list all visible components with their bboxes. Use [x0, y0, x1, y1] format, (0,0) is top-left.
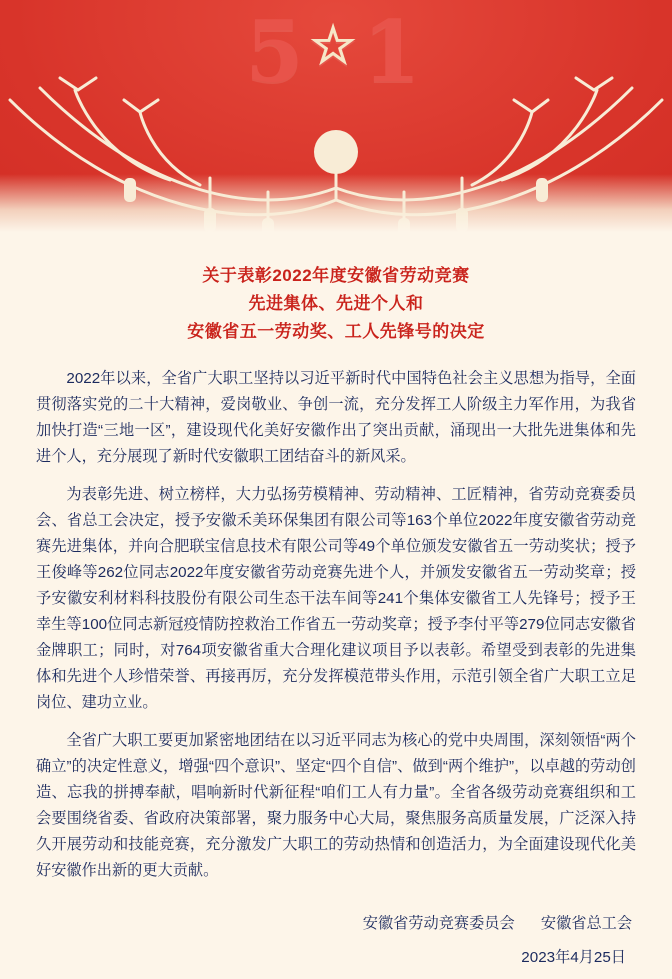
number-one: 1: [362, 2, 427, 101]
festive-header-banner: [0, 0, 672, 232]
signature-organizations: [36, 910, 632, 938]
paragraph-3: 全省广大职工要更加紧密地团结在以习近平同志为核心的党中央周围，深刻领悟“两个确立”的决定性意义，增强“四个意识”、坚定“四个自信”、做到“两个维护”，以卓越的劳动创造、忘我的拼搏奉献，唱响新时代新征程“咱们工人有力量”。全省各级劳动竞赛组织和工会要围绕省委、省政府决策部署，聚力服务中心大局，聚焦服务高质量发展，广泛深入持久开展劳动和技能竞赛，充分激发广大职工的劳动热情和创造活力，为全面建设现代化美好安徽作出新的更大贡献。: [36, 732, 636, 879]
document-title: [36, 262, 636, 346]
title-line-3: 安徽省五一劳动奖、工人先锋号的决定: [187, 322, 485, 341]
signature-org-right: 安徽省总工会: [540, 915, 632, 932]
title-line-2: 先进集体、先进个人和: [248, 294, 424, 313]
signature-block: [36, 910, 636, 972]
signature-date: 2023年4月25日: [521, 949, 626, 966]
title-line-1: 关于表彰2022年度安徽省劳动竞赛: [202, 266, 470, 285]
paragraph-2: 为表彰先进、树立榜样，大力弘扬劳模精神、劳动精神、工匠精神，省劳动竞赛委员会、省总工会决定，授予安徽禾美环保集团有限公司等163个单位2022年度安徽省劳动竞赛先进集体，并向合肥联宝信息技术有限公司等49个单位颁发安徽省五一劳动奖状；授予王俊峰等262位同志2022年度安徽省劳动竞赛先进个人，并颁发安徽省五一劳动奖章；授予安徽安利材料科技股份有限公司生态干法车间等241个集体安徽省工人先锋号；授予王幸生等100位同志新冠疫情防控救治工作省五一劳动奖章；授予李付平等279位同志安徽省金牌职工；同时，对764项安徽省重大合理化建议项目予以表彰。希望受到表彰的先进集体和先进个人珍惜荣誉、再接再厉，充分发挥模范带头作用，示范引领全省广大职工立足岗位、建功立业。: [36, 486, 636, 711]
star-icon: ☆: [309, 15, 363, 76]
paragraph-1: 2022年以来，全省广大职工坚持以习近平新时代中国特色社会主义思想为指导，全面贯彻落实党的二十大精神，爱岗敬业、争创一流，充分发挥工人阶级主力军作用，为我省加快打造“三地一区”，建设现代化美好安徽作出了突出贡献，涌现出一大批先进集体和先进个人，充分展现了新时代安徽职工团结奋斗的新风采。: [36, 370, 636, 465]
number-five: 5: [245, 2, 310, 101]
header-fade-overlay: [0, 174, 672, 232]
signature-org-left: 安徽省劳动竞赛委员会: [362, 915, 515, 932]
document-content: [0, 232, 672, 979]
